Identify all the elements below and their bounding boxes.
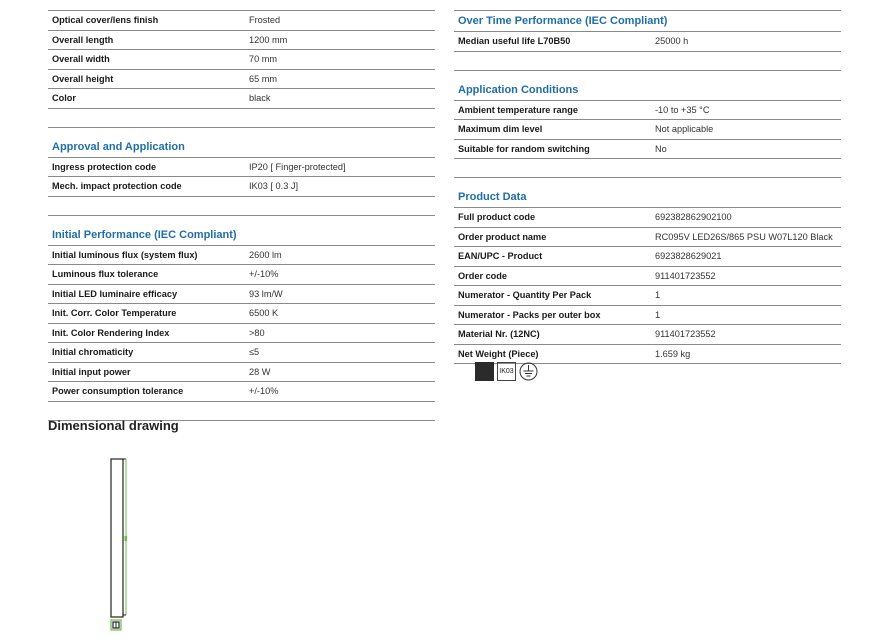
spec-value: 911401723552 (655, 270, 716, 281)
spec-row (48, 363, 435, 383)
spec-row (454, 208, 841, 228)
spec-label: Initial LED luminaire efficacy (52, 288, 178, 299)
spec-label: EAN/UPC - Product (458, 251, 543, 262)
section-title-application: Application Conditions (454, 80, 841, 101)
spec-value: 1 (655, 309, 661, 320)
spec-value: >80 (249, 327, 265, 338)
dimensional-drawing-title: Dimensional drawing (48, 418, 179, 433)
spec-label: Initial luminous flux (system flux) (52, 249, 198, 260)
spec-value: +/-10% (249, 269, 279, 280)
ik-rating-label: IK03 (499, 368, 514, 375)
spec-row (454, 306, 841, 326)
spec-value: +/-10% (249, 386, 279, 397)
spec-value: 1200 mm (249, 34, 288, 45)
protective-earth-icon (519, 362, 538, 381)
spec-row (48, 324, 435, 344)
spec-label: Order code (458, 270, 508, 281)
spec-row (48, 70, 435, 90)
spec-label: Initial input power (52, 366, 131, 377)
spec-value: black (249, 93, 271, 104)
spec-row (48, 246, 435, 266)
spec-value: 1 (655, 290, 661, 301)
spec-label: Ambient temperature range (458, 104, 578, 115)
left-spec-column (48, 10, 435, 421)
spec-label: Mech. impact protection code (52, 181, 182, 192)
spec-label: Overall length (52, 34, 114, 45)
spec-row (48, 285, 435, 305)
spec-value: 70 mm (249, 54, 278, 65)
dimensional-drawing (108, 458, 132, 634)
spec-row (48, 10, 435, 31)
spec-label: Optical cover/lens finish (52, 15, 159, 26)
section-spacer (454, 159, 841, 178)
spec-row (48, 304, 435, 324)
spec-label: Overall width (52, 54, 110, 65)
right-spec-column (454, 10, 841, 364)
section-title-product-data: Product Data (454, 187, 841, 208)
spec-row (48, 50, 435, 70)
spec-value: 93 lm/W (249, 288, 283, 299)
spec-value: -10 to +35 °C (655, 104, 710, 115)
section-title-initial-performance: Initial Performance (IEC Compliant) (48, 225, 435, 246)
ik-rating-icon (497, 362, 516, 381)
spec-value: IP20 [ Finger-protected] (249, 161, 346, 172)
spec-label: Init. Color Rendering Index (52, 327, 170, 338)
spec-label: Power consumption tolerance (52, 386, 184, 397)
spec-row (48, 89, 435, 109)
spec-row (454, 120, 841, 140)
spec-label: Color (52, 93, 76, 104)
spec-row (48, 31, 435, 51)
section-spacer (48, 109, 435, 128)
spec-label: Suitable for random switching (458, 143, 590, 154)
section-spacer (454, 52, 841, 71)
section-spacer (48, 197, 435, 216)
spec-value: 692382862902100 (655, 212, 732, 223)
spec-row (454, 325, 841, 345)
spec-value: 6500 K (249, 308, 279, 319)
spec-label: Init. Corr. Color Temperature (52, 308, 177, 319)
spec-value: 1.659 kg (655, 348, 691, 359)
spec-value: Not applicable (655, 124, 714, 135)
spec-label: Material Nr. (12NC) (458, 329, 540, 340)
spec-row (454, 140, 841, 160)
section-title-over-time: Over Time Performance (IEC Compliant) (454, 10, 841, 32)
spec-value: Frosted (249, 15, 281, 26)
spec-value: 25000 h (655, 36, 689, 47)
spec-value: IK03 [ 0.3 J] (249, 181, 299, 192)
spec-label: Maximum dim level (458, 124, 543, 135)
spec-label: Net Weight (Piece) (458, 348, 539, 359)
spec-row (454, 228, 841, 248)
spec-value: 2600 lm (249, 249, 282, 260)
spec-label: Luminous flux tolerance (52, 269, 159, 280)
spec-row (454, 267, 841, 287)
spec-row (454, 286, 841, 306)
spec-row (454, 101, 841, 121)
spec-value: ≤5 (249, 347, 260, 358)
spec-value: RC095V LED26S/865 PSU W07L120 Black (655, 231, 833, 242)
section-title-approval: Approval and Application (48, 137, 435, 158)
spec-value: 65 mm (249, 73, 278, 84)
spec-label: Numerator - Quantity Per Pack (458, 290, 592, 301)
spec-value: 911401723552 (655, 329, 716, 340)
spec-row (48, 382, 435, 402)
black-swatch-icon (475, 362, 494, 381)
spec-value: No (655, 143, 667, 154)
spec-row (48, 265, 435, 285)
spec-label: Initial chromaticity (52, 347, 134, 358)
certification-icons (475, 362, 538, 381)
spec-label: Median useful life L70B50 (458, 36, 571, 47)
spec-row (454, 32, 841, 52)
spec-value: 28 W (249, 366, 271, 377)
spec-value: 6923828629021 (655, 251, 722, 262)
spec-label: Numerator - Packs per outer box (458, 309, 601, 320)
spec-label: Ingress protection code (52, 161, 157, 172)
spec-label: Overall height (52, 73, 114, 84)
spec-label: Full product code (458, 212, 536, 223)
spec-row (48, 158, 435, 178)
spec-row (48, 343, 435, 363)
spec-row (48, 177, 435, 197)
spec-row (454, 247, 841, 267)
spec-label: Order product name (458, 231, 547, 242)
